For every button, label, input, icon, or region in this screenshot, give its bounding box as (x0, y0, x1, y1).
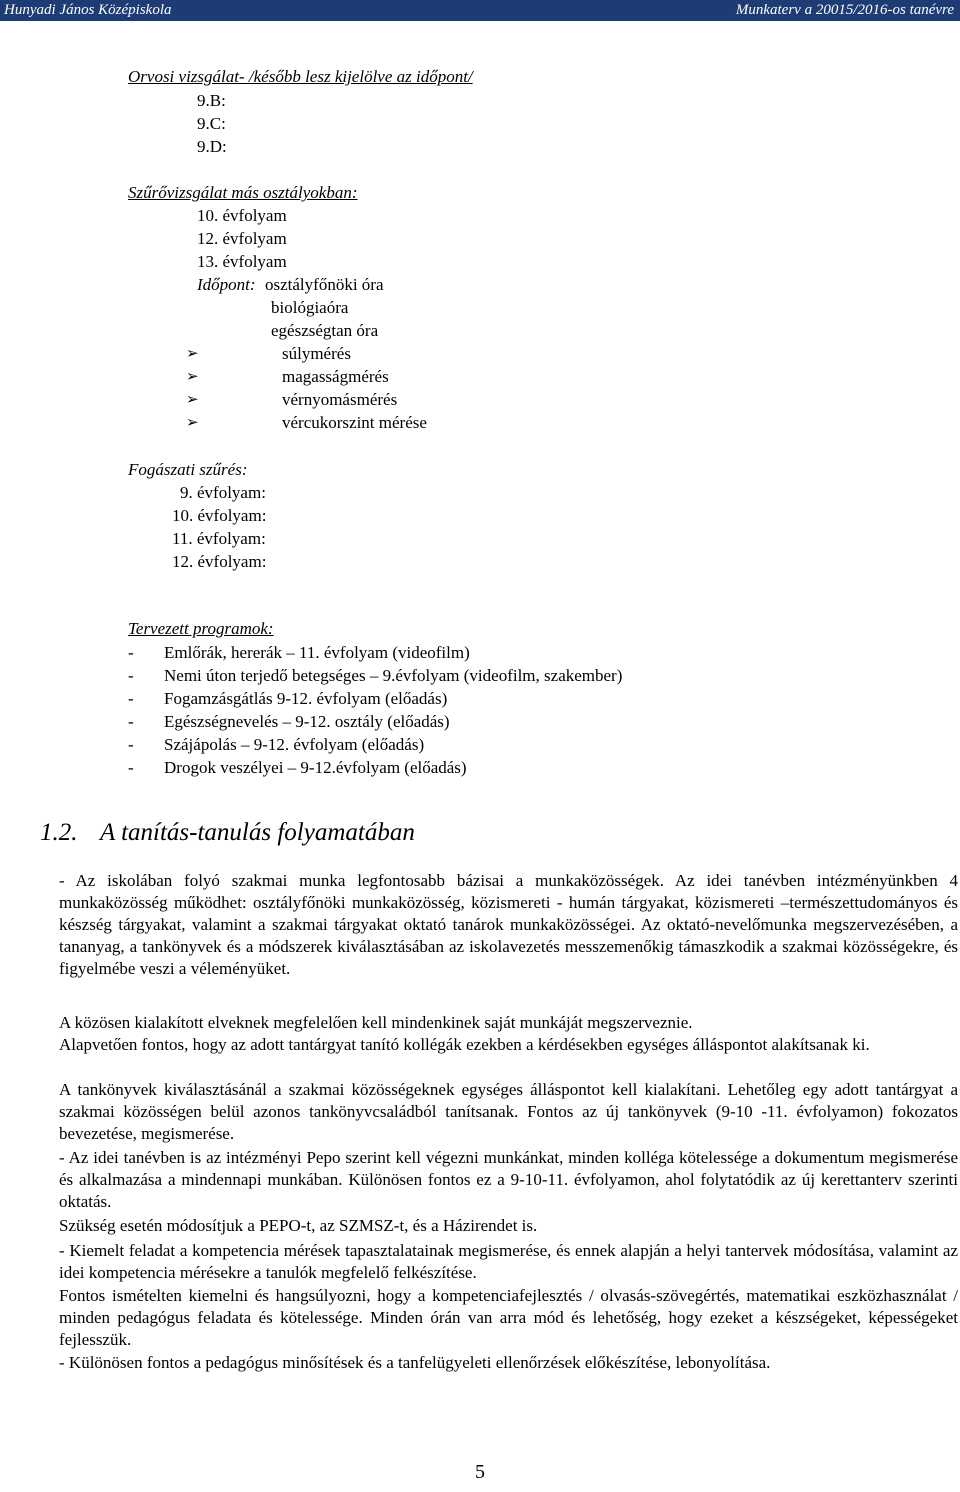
program-item (128, 757, 467, 779)
dash-bullet: - (128, 758, 134, 777)
orvosi-item: 9.D: (197, 137, 227, 156)
measure-item: vércukorszint mérése (282, 413, 427, 432)
measure-item: magasságmérés (282, 367, 389, 386)
fogaszati-item: 10. évfolyam: (172, 506, 267, 525)
section-number: 1.2. (40, 819, 78, 846)
body-paragraph: Alapvetően fontos, hogy az adott tantárgyat tanító kollégák ezekben a kérdésekben egységes álláspontot alakítsanak ki. (59, 1035, 870, 1054)
measure-item: súlymérés (282, 344, 351, 363)
program-item (128, 665, 622, 687)
szuro-time-label: Időpont: (197, 275, 256, 294)
orvosi-item: 9.C: (197, 114, 226, 133)
dash-bullet: - (128, 643, 134, 662)
body-paragraph: - Különösen fontos a pedagógus minősítések és a tanfelügyeleti ellenőrzések előkészítése, lebonyolítása. (59, 1353, 771, 1372)
school-name: Hunyadi János Középiskola (4, 2, 172, 18)
szuro-time-value: egészségtan óra (271, 321, 379, 340)
fogaszati-item: 11. évfolyam: (172, 529, 266, 548)
szuro-heading: Szűrővizsgálat más osztályokban: (128, 183, 358, 202)
szuro-year: 10. évfolyam (197, 206, 287, 225)
program-item (128, 688, 447, 710)
arrow-bullet-icon: ➢ (186, 415, 199, 431)
szuro-time-value: biológiaóra (271, 298, 349, 317)
fogaszati-heading: Fogászati szűrés: (128, 460, 248, 479)
body-paragraph: - Kiemelt feladat a kompetencia mérések tapasztalatainak megismerése, és ennek alapján a helyi tantervek módosítása, valamint az idei kompetencia mérésekre a tanulók megfelelő felkészítése. (59, 1241, 958, 1282)
document-title: Munkaterv a 20015/2016-os tanévre (735, 2, 954, 18)
fogaszati-item: 9. évfolyam: (180, 483, 266, 502)
orvosi-heading: Orvosi vizsgálat- /később lesz kijelölve az időpont/ (128, 67, 473, 86)
dash-bullet: - (128, 689, 134, 708)
program-item (128, 734, 424, 756)
dash-bullet: - (128, 712, 134, 731)
fogaszati-item: 12. évfolyam: (172, 552, 267, 571)
page-number: 5 (475, 1461, 485, 1483)
measure-item: vérnyomásmérés (282, 390, 398, 409)
program-text: Egészségnevelés – 9-12. osztály (előadás) (164, 712, 450, 731)
programok-heading: Tervezett programok: (128, 619, 274, 638)
dash-bullet: - (128, 666, 134, 685)
arrow-bullet-icon: ➢ (186, 392, 199, 408)
body-paragraph: A tankönyvek kiválasztásánál a szakmai közösségeknek egységes álláspontot kell kialakítani. Lehetőleg egy adott tantárgyat a szakmai közösségen belül azonos tankönyvcsaládból tanítsanak. Fontos az új tankönyvek (9-10 -11. évfolyamon) fokozatos bevezetése, megismerése. (59, 1080, 958, 1143)
program-text: Emlőrák, hererák – 11. évfolyam (videofilm) (164, 643, 470, 662)
section-heading (40, 818, 415, 848)
body-paragraph: Szükség esetén módosítjuk a PEPO-t, az SZMSZ-t, és a Házirendet is. (59, 1216, 538, 1235)
program-text: Szájápolás – 9-12. évfolyam (előadás) (164, 735, 425, 754)
body-paragraph: Fontos ismételten kiemelni és hangsúlyozni, hogy a kompetenciafejlesztés / olvasás-szövegértés, matematikai eszközhasználat / minden pedagógus feladata és kötelessége. Minden órán van arra mód és lehetőség, hogy ezeket a készségeket, képességeket fejlesszük. (59, 1286, 958, 1349)
arrow-bullet-icon: ➢ (186, 369, 199, 385)
szuro-time-value: osztályfőnöki óra (265, 275, 384, 294)
program-text: Fogamzásgátlás 9-12. évfolyam (előadás) (164, 689, 448, 708)
arrow-bullet-icon: ➢ (186, 346, 199, 362)
body-paragraph: - Az idei tanévben is az intézményi Pepo szerint kell végezni munkánkat, minden kolléga kötelessége a dokumentum megismerése és alkalmazása a mindennapi munkában. Különösen fontos ez a 9-10-11. évfolyamon, ahol folytatódik az új kerettanterv szerinti oktatás. (59, 1148, 958, 1211)
szuro-year: 12. évfolyam (197, 229, 287, 248)
page-header (0, 0, 960, 21)
dash-bullet: - (128, 735, 134, 754)
orvosi-item: 9.B: (197, 91, 226, 110)
program-item (128, 711, 450, 733)
body-paragraph: - Az iskolában folyó szakmai munka legfontosabb bázisai a munkaközösségek. Az idei tanévben intézményünkben 4 munkaközösség működhet: osztályfőnöki munkaközösség, közismereti - humán tárgyakat, közismereti –természettudományos és készség tárgyakat, valamint a szakmai tárgyakat oktató tanárok munkaközösségei. Az oktató-nevelőmunka megszervezésében, a tananyag, a tankönyvek és a módszerek kiválasztásában az iskolavezetés messzemenőkig támaszkodik a szakmai közösségekre, és figyelmébe veszi a véleményüket. (59, 871, 958, 978)
section-title: A tanítás-tanulás folyamatában (100, 819, 415, 846)
program-text: Nemi úton terjedő betegséges – 9.évfolyam (videofilm, szakember) (164, 666, 623, 685)
program-item (128, 642, 470, 664)
szuro-year: 13. évfolyam (197, 252, 287, 271)
body-paragraph: A közösen kialakított elveknek megfelelően kell mindenkinek saját munkáját megszerveznie. (59, 1013, 693, 1032)
program-text: Drogok veszélyei – 9-12.évfolyam (előadás) (164, 758, 467, 777)
